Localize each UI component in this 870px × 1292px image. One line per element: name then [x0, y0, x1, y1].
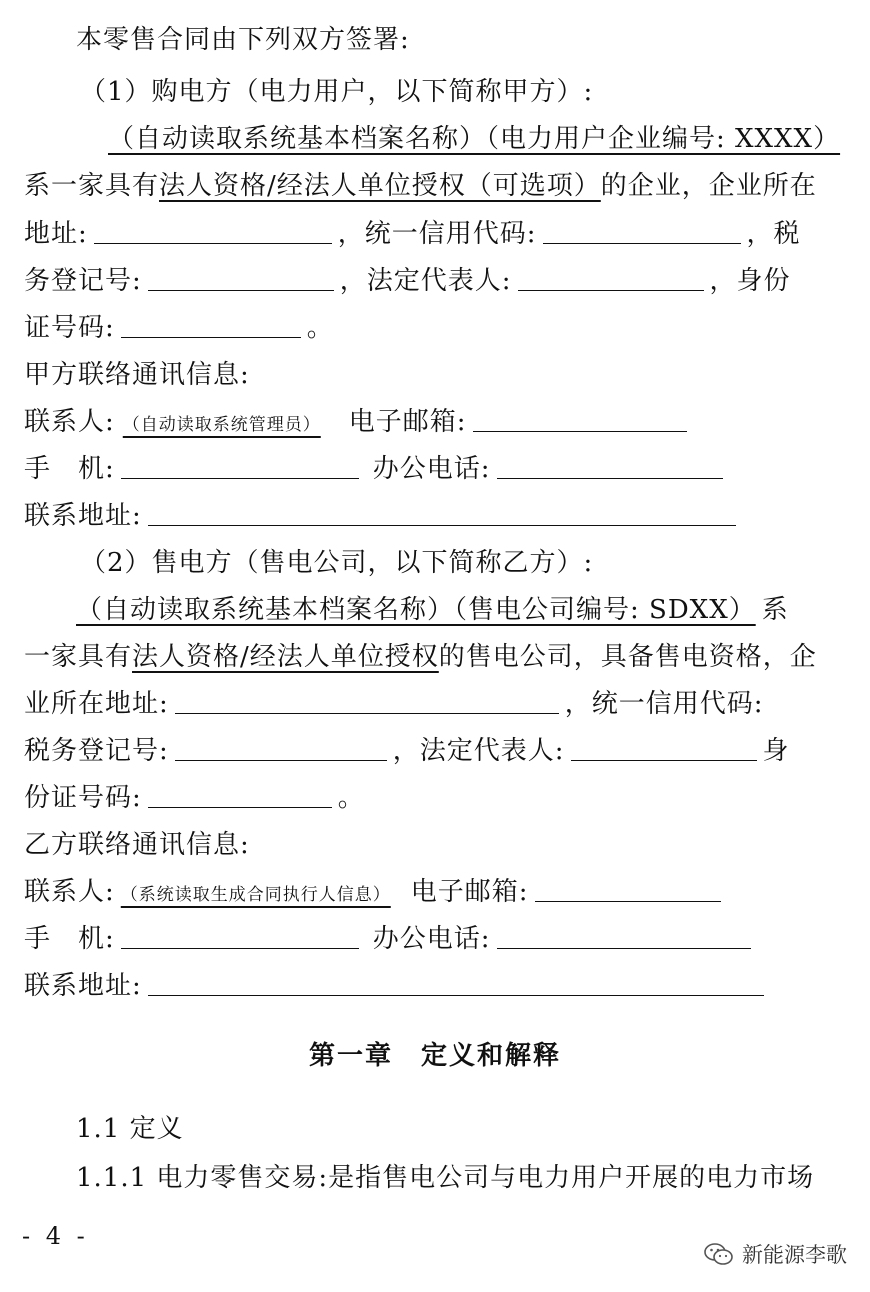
party-a-mail-address-line — [24, 494, 816, 538]
party-b-tax-field[interactable] — [175, 734, 387, 761]
party-a-phone-line — [24, 447, 816, 491]
contact-label: 联系人: — [24, 877, 115, 907]
tax-label: 税务登记号: — [24, 736, 169, 766]
party-b-mail-address-line — [24, 964, 816, 1008]
party-a-id-line — [24, 306, 816, 350]
address-label: 地址: — [24, 219, 88, 249]
id-label: 证号码: — [24, 313, 115, 343]
office-phone-label: 办公电话: — [372, 454, 491, 484]
watermark-text: 新能源李歌 — [742, 1243, 847, 1267]
party-a-address-line — [24, 212, 816, 256]
intro-text: 本零售合同由下列双方签署: — [76, 25, 410, 55]
party-b-contact-value: （系统读取生成合同执行人信息） — [120, 885, 391, 905]
text: 身 — [762, 736, 790, 766]
party-a-contact-title — [24, 353, 816, 397]
party-a-qualification: 法人资格/经法人单位授权（可选项） — [159, 171, 601, 201]
party-b-address-line — [24, 682, 816, 726]
tax-label: 务登记号: — [24, 266, 142, 296]
section-text: 1.1.1 电力零售交易:是指售电公司与电力用户开展的电力市场 — [76, 1163, 815, 1193]
credit-code-label: ，统一信用代码: — [337, 219, 537, 249]
party-a-id-field[interactable] — [121, 311, 301, 338]
party-b-qualification-line — [24, 635, 816, 679]
party-a-mobile-field[interactable] — [121, 452, 359, 479]
party-a-mail-address-field[interactable] — [148, 499, 736, 526]
party-b-email-field[interactable] — [535, 875, 721, 902]
party-b-office-phone-field[interactable] — [497, 922, 751, 949]
party-a-name: （自动读取系统基本档案名称）（电力用户企业编号: XXXX） — [108, 124, 841, 154]
mobile-label: 手 机: — [24, 454, 115, 484]
mobile-label: 手 机: — [24, 924, 115, 954]
party-a-tax-field[interactable] — [148, 264, 334, 291]
party-b-mobile-field[interactable] — [121, 922, 359, 949]
party-b-title — [80, 541, 816, 585]
text: 乙方联络通讯信息: — [24, 830, 250, 860]
section-title: 1.1 定义 — [76, 1114, 184, 1144]
party-b-name: （自动读取系统基本档案名称）（售电公司编号: SDXX） — [76, 595, 756, 625]
text: 甲方联络通讯信息: — [24, 360, 250, 390]
party-b-title-text: （2）售电方（售电公司，以下简称乙方）: — [80, 548, 594, 578]
text: ，税 — [746, 219, 801, 249]
text: 。 — [337, 783, 365, 813]
party-b-qualification: 法人资格/经法人单位授权 — [132, 642, 439, 672]
party-a-address-field[interactable] — [94, 217, 332, 244]
party-a-title — [80, 70, 816, 114]
mail-address-label: 联系地址: — [24, 971, 142, 1001]
party-a-contact-value: （自动读取系统管理员） — [122, 415, 321, 435]
text: 系一家具有 — [24, 171, 160, 201]
party-b-id-line — [24, 776, 816, 820]
credit-code-label: ，统一信用代码: — [564, 689, 764, 719]
party-b-legal-rep-field[interactable] — [571, 734, 757, 761]
intro-line — [76, 18, 816, 62]
party-a-credit-code-field[interactable] — [543, 217, 741, 244]
email-label: 电子邮箱: — [348, 407, 467, 437]
watermark — [704, 1236, 847, 1272]
office-phone-label: 办公电话: — [372, 924, 491, 954]
text: ，身份 — [709, 266, 791, 296]
party-a-title-text: （1）购电方（电力用户，以下简称甲方）: — [80, 77, 594, 107]
party-b-name-line — [76, 588, 816, 632]
mail-address-label: 联系地址: — [24, 501, 142, 531]
address-label: 业所在地址: — [24, 689, 169, 719]
text: 系 — [761, 595, 789, 625]
wechat-icon — [704, 1242, 734, 1266]
text: 的企业，企业所在 — [600, 171, 817, 201]
party-b-address-field[interactable] — [175, 687, 559, 714]
section-1-1-1 — [76, 1156, 850, 1200]
party-a-legal-rep-field[interactable] — [518, 264, 704, 291]
party-b-contact-line — [24, 870, 816, 914]
party-a-contact-line — [24, 400, 816, 444]
email-label: 电子邮箱: — [410, 877, 529, 907]
id-label: 份证号码: — [24, 783, 142, 813]
party-a-office-phone-field[interactable] — [497, 452, 723, 479]
party-a-qualification-line — [24, 164, 816, 208]
party-b-contact-title — [24, 823, 816, 867]
legal-rep-label: ，法定代表人: — [392, 736, 565, 766]
section-1-1 — [76, 1107, 816, 1151]
text: 。 — [306, 313, 334, 343]
text: 的售电公司，具备售电资格，企 — [438, 642, 817, 672]
party-a-tax-line — [24, 259, 816, 303]
party-b-id-field[interactable] — [148, 781, 332, 808]
page-number: - 4 - — [22, 1222, 89, 1250]
party-b-tax-line — [24, 729, 816, 773]
legal-rep-label: ，法定代表人: — [339, 266, 512, 296]
party-a-email-field[interactable] — [473, 405, 687, 432]
text: 一家具有 — [24, 642, 133, 672]
party-b-phone-line — [24, 917, 816, 961]
party-a-name-line — [108, 117, 841, 161]
party-b-mail-address-field[interactable] — [148, 969, 764, 996]
chapter-heading: 第一章 定义和解释 — [308, 1041, 561, 1071]
contact-label: 联系人: — [24, 407, 115, 437]
